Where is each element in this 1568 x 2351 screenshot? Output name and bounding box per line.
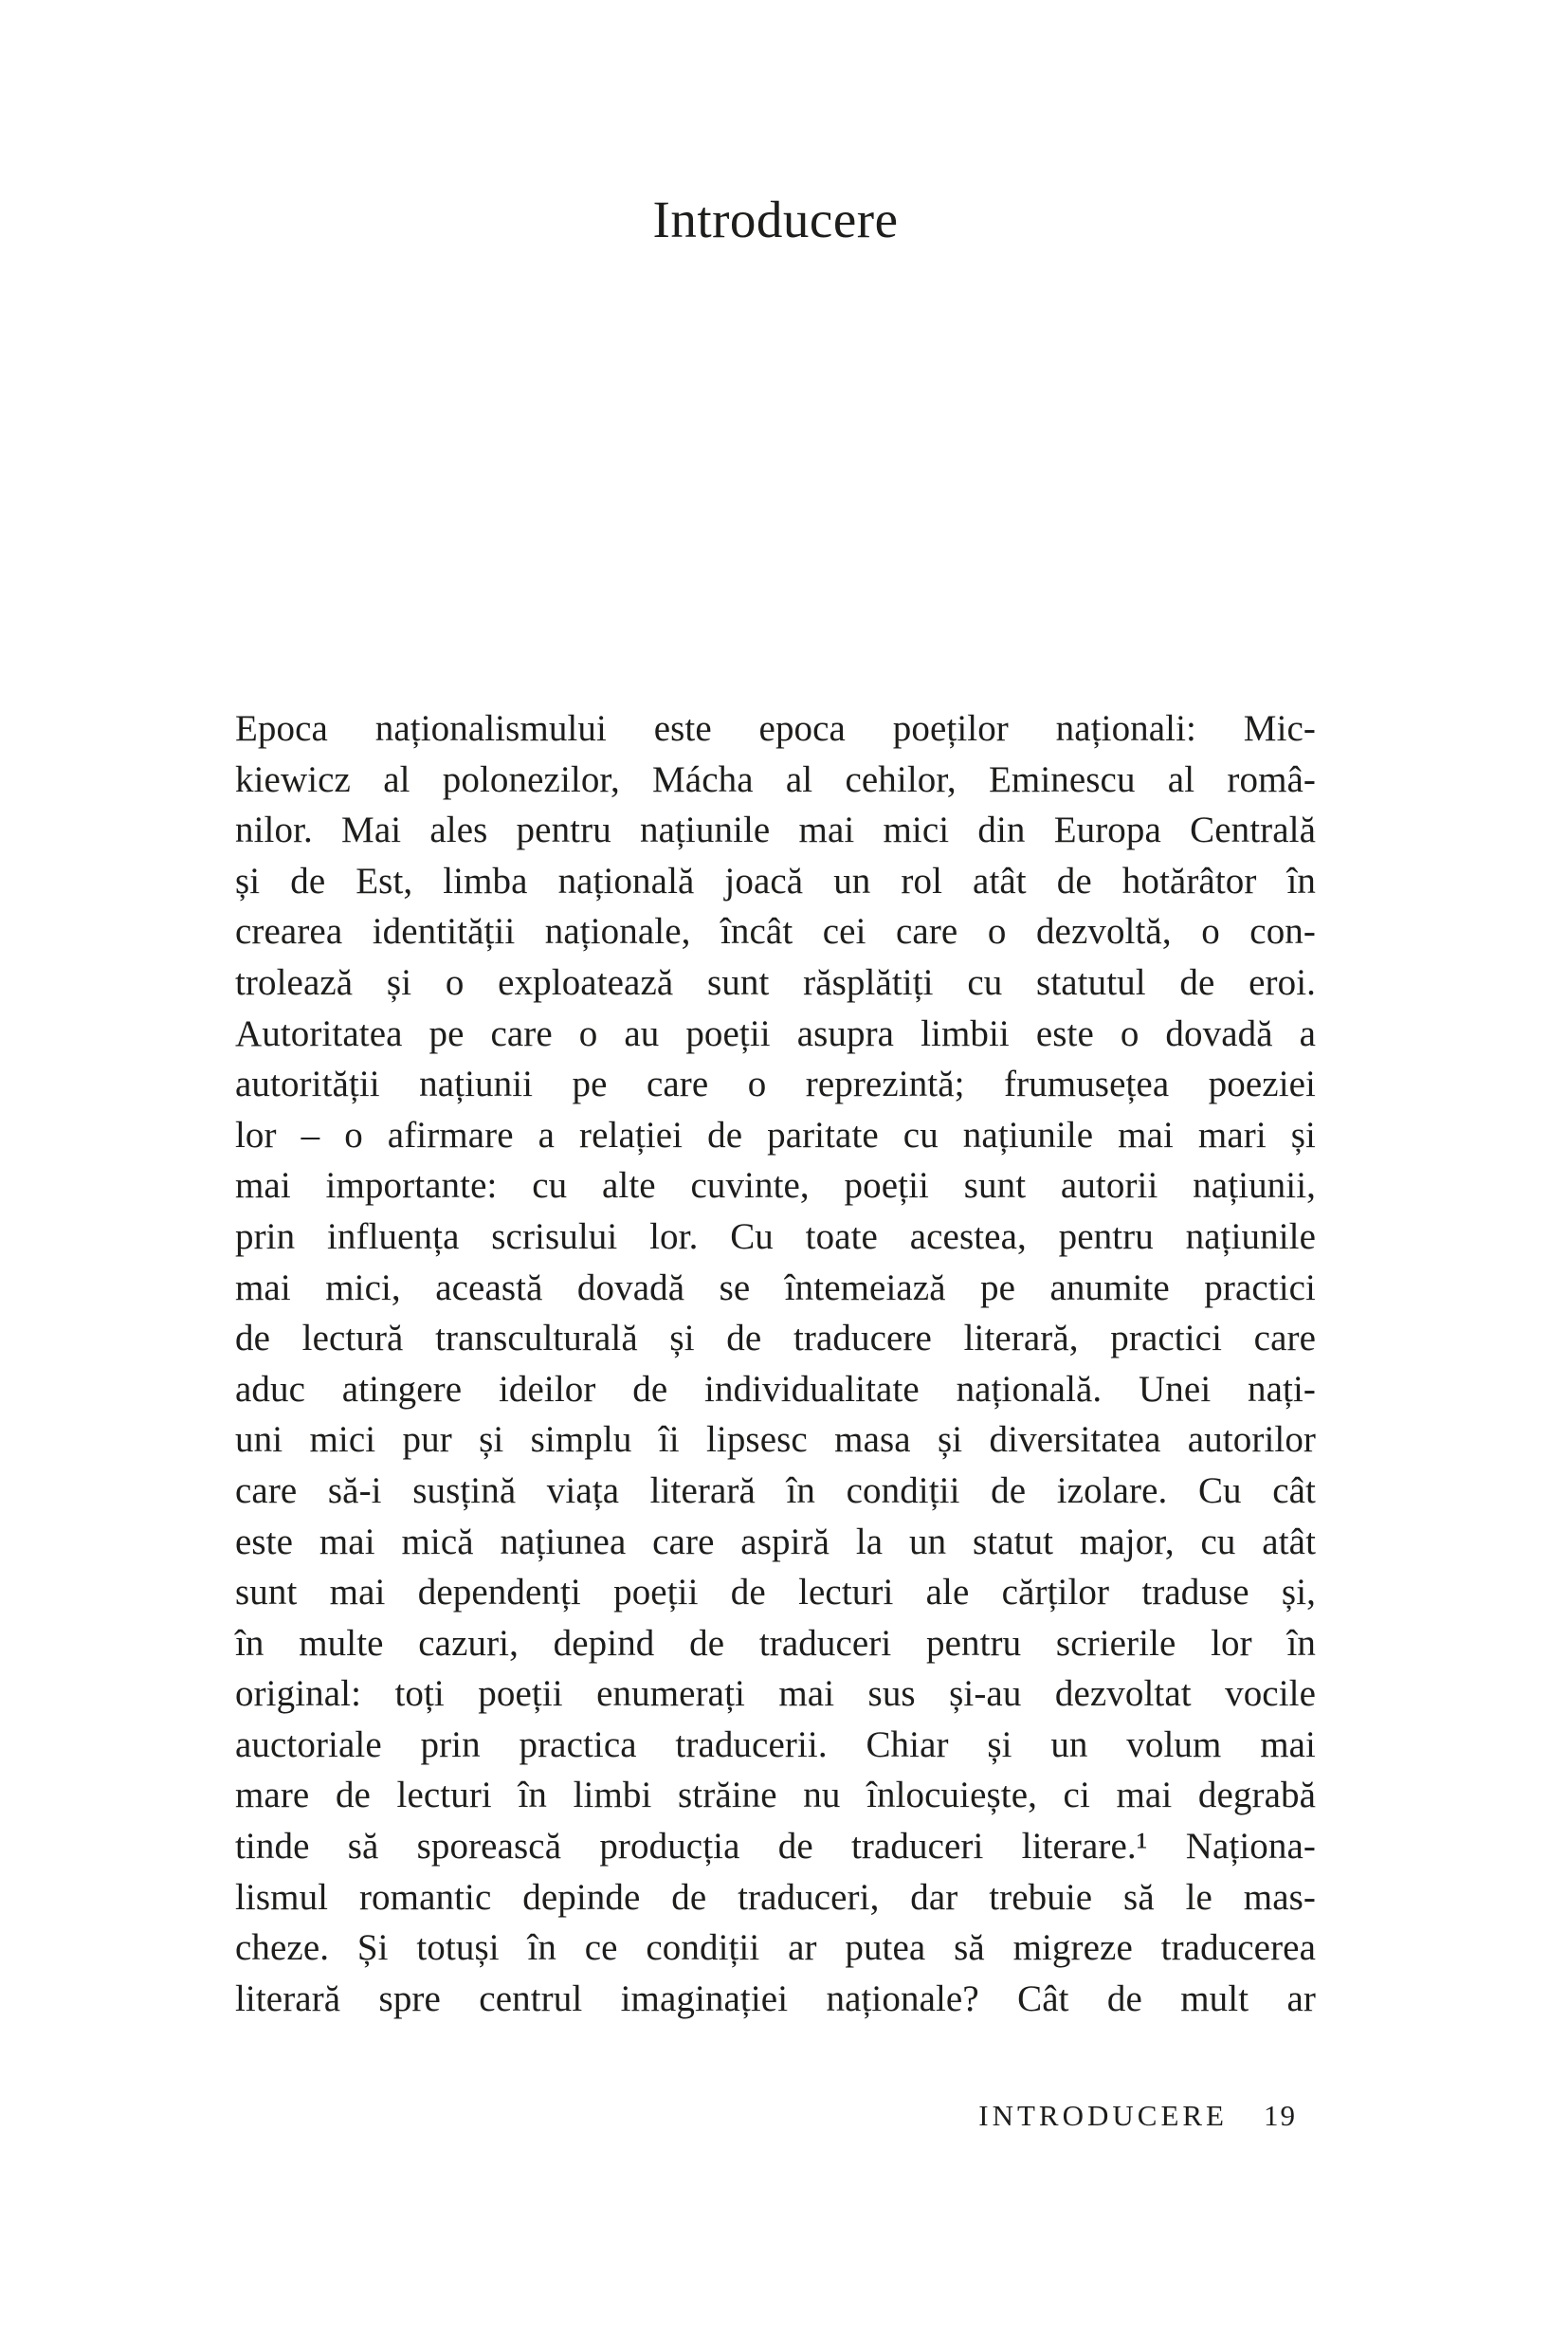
paragraph-line: aduc atingere ideilor de individualitate națională. Unei nați-: [235, 1368, 1316, 1410]
body-paragraph: [235, 703, 1316, 2024]
paragraph-line: care să-i susțină viața literară în condiții de izolare. Cu cât: [235, 1469, 1316, 1511]
paragraph-line: și de Est, limba națională joacă un rol atât de hotărâtor în: [235, 860, 1316, 902]
paragraph-line: este mai mică națiunea care aspiră la un statut major, cu atât: [235, 1521, 1316, 1562]
paragraph-line: în multe cazuri, depind de traduceri pentru scrierile lor în: [235, 1622, 1316, 1664]
page-number: 19: [1264, 2099, 1297, 2132]
paragraph-line: prin influența scrisului lor. Cu toate acestea, pentru națiunile: [235, 1215, 1316, 1257]
paragraph-line: auctoriale prin practica traducerii. Chiar și un volum mai: [235, 1723, 1316, 1765]
paragraph-line: literară spre centrul imaginației naționale? Cât de mult ar: [235, 1977, 1316, 2019]
paragraph-line: uni mici pur și simplu îi lipsesc masa și diversitatea autorilor: [235, 1419, 1316, 1461]
paragraph-line: trolează și o exploatează sunt răsplătiți cu statutul de eroi.: [235, 961, 1316, 1003]
footer-section-label: INTRODUCERE: [978, 2099, 1228, 2132]
paragraph-line: kiewicz al polonezilor, Mácha al cehilor, Eminescu al româ-: [235, 758, 1316, 800]
paragraph-line: mare de lecturi în limbi străine nu înlocuiește, ci mai degrabă: [235, 1775, 1316, 1816]
paragraph-line: sunt mai dependenți poeții de lecturi ale cărților traduse și,: [235, 1572, 1316, 1613]
paragraph-line: nilor. Mai ales pentru națiunile mai mici din Europa Centrală: [235, 810, 1316, 851]
paragraph-line: original: toți poeții enumerați mai sus și-au dezvoltat vocile: [235, 1673, 1316, 1715]
chapter-title: Introducere: [652, 191, 899, 248]
paragraph-line: crearea identității naționale, încât cei care o dezvoltă, o con-: [235, 911, 1316, 953]
paragraph-line: de lectură transculturală și de traducere literară, practici care: [235, 1318, 1316, 1359]
paragraph-line: tinde să sporească producția de traduceri literare.¹ Naționa-: [235, 1826, 1316, 1868]
paragraph-line: mai mici, această dovadă se întemeiază pe anumite practici: [235, 1267, 1316, 1308]
running-footer: [978, 2101, 1297, 2130]
paragraph-line: mai importante: cu alte cuvinte, poeții sunt autorii națiunii,: [235, 1165, 1316, 1207]
paragraph-line: autorității națiunii pe care o reprezintă; frumusețea poeziei: [235, 1064, 1316, 1105]
paragraph-line: Epoca naționalismului este epoca poeților naționali: Mic-: [235, 708, 1316, 749]
paragraph-line: lor – o afirmare a relației de paritate cu națiunile mai mari și: [235, 1114, 1316, 1156]
paragraph-line: cheze. Și totuși în ce condiții ar putea să migreze traducerea: [235, 1927, 1316, 1969]
paragraph-line: Autoritatea pe care o au poeții asupra limbii este o dovadă a: [235, 1012, 1316, 1054]
paragraph-line: lismul romantic depinde de traduceri, dar trebuie să le mas-: [235, 1876, 1316, 1918]
